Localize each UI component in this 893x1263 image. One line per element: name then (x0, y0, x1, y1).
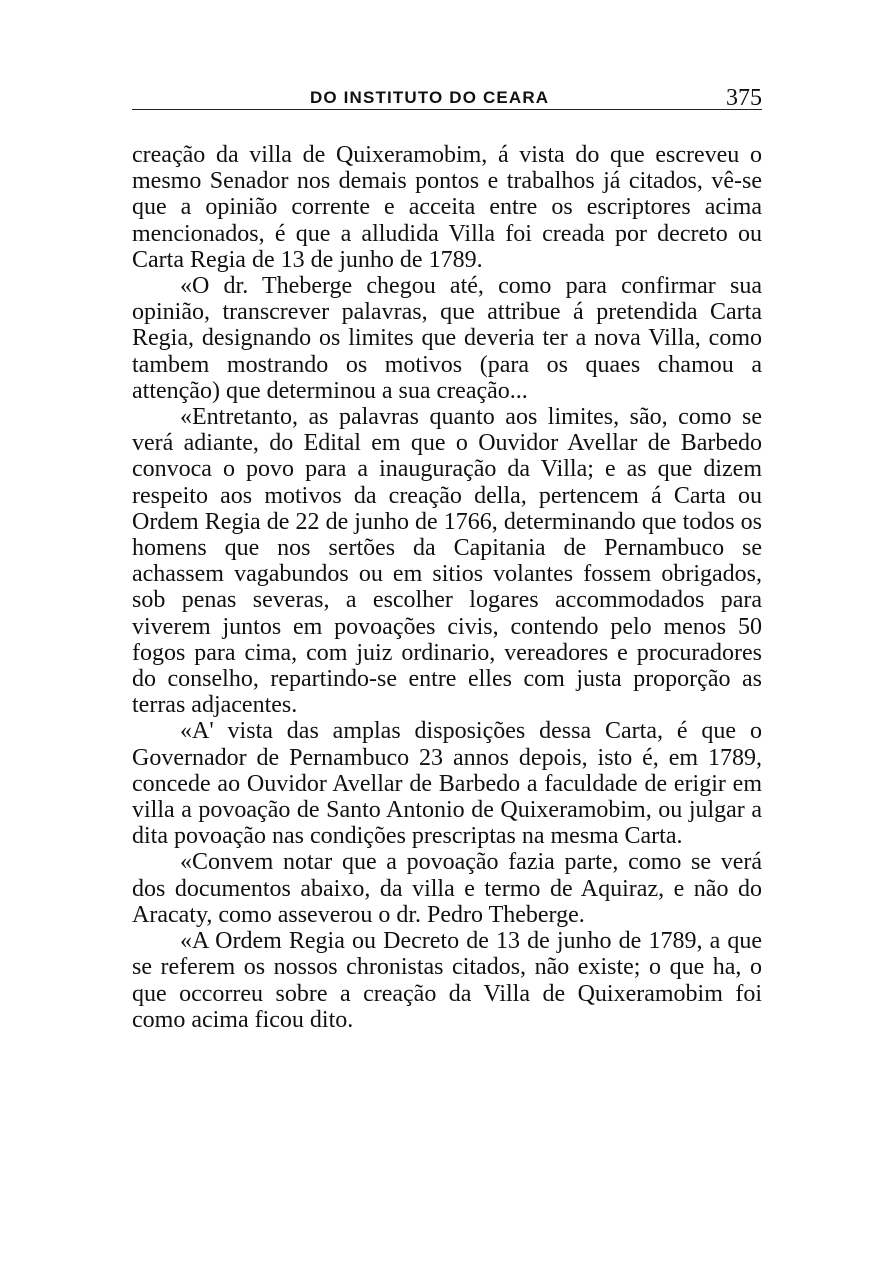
page-number: 375 (726, 85, 762, 111)
paragraph-4: «A' vista das amplas disposições dessa Carta, é que o Governador de Pernambuco 23 annos depois, isto é, em 1789, concede ao Ouvidor Avellar de Barbedo a faculdade de erigir em villa a povoação de Santo Antonio de Quixeramobim, ou julgar a dita povoação nas condições prescriptas na mesma Carta. (132, 718, 762, 850)
paragraph-1: creação da villa de Quixeramobim, á vista do que escreveu o mesmo Senador nos demais pontos e trabalhos já citados, vê-se que a opinião corrente e acceita entre os escriptores acima mencionados, é que a alludida Villa foi creada por decreto ou Carta Regia de 13 de junho de 1789. (132, 142, 762, 273)
paragraph-3: «Entretanto, as palavras quanto aos limites, são, como se verá adiante, do Edital em que o Ouvidor Avellar de Barbedo convoca o povo para a inauguração da Villa; e as que dizem respeito aos motivos da creação della, pertencem á Carta ou Ordem Regia de 22 de junho de 1766, determinando que todos os homens que nos sertões da Capitania de Pernambuco se achassem vagabundos ou em sitios volantes fossem obrigados, sob penas severas, a escolher logares accommodados para viverem juntos em povoações civis, contendo pelo menos 50 fogos para cima, com juiz ordinario, vereadores e procuradores do conselho, repartindo-se entre elles com justa proporção as terras adjacentes. (132, 404, 762, 719)
paragraph-5: «Convem notar que a povoação fazia parte, como se verá dos documentos abaixo, da villa e termo de Aquiraz, e não do Aracaty, como asseverou o dr. Pedro Theberge. (132, 849, 762, 928)
paragraph-6: «A Ordem Regia ou Decreto de 13 de junho de 1789, a que se referem os nossos chronistas citados, não existe; o que ha, o que occorreu sobre a creação da Villa de Quixeramobim foi como acima ficou dito. (132, 928, 762, 1033)
running-title: DO INSTITUTO DO CEARA (310, 88, 550, 107)
header-rule (132, 109, 762, 110)
paragraph-2: «O dr. Theberge chegou até, como para confirmar sua opinião, transcrever palavras, que attribue á pretendida Carta Regia, designando os limites que deveria ter a nova Villa, como tambem mostrando os motivos (para os quaes chamou a attenção) que determinou a sua creação... (132, 273, 762, 404)
running-header (132, 86, 762, 114)
body-text (132, 142, 762, 1033)
